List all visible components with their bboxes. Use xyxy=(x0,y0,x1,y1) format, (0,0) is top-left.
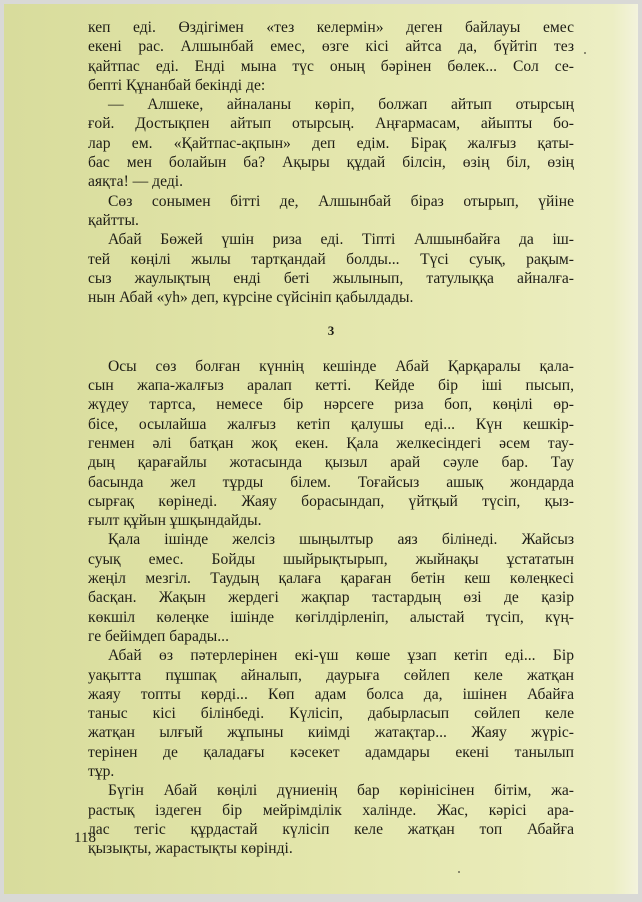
text-block-section-3 xyxy=(88,357,574,859)
text-line: жатқан ылғый жұпыны киімді жатақтар... Жаяу жүріс- xyxy=(88,724,574,742)
text-line: кеп еді. Өздігімен «тез келермін» деген байлауы емес xyxy=(88,19,574,36)
text-line: жаяу топты көрді... Көп адам болса да, ішінен Абайға xyxy=(88,685,574,703)
text-line: растық іздеген бір мейрімділік халінде. Жас, кәрісі ара- xyxy=(88,801,574,819)
paragraph xyxy=(88,95,574,191)
text-line: бас мен болайын ба? Ақыры құдай білсін, өзің біл, өзің xyxy=(88,154,574,172)
text-line: Осы сөз болған күннің кешінде Абай Қарқаралы қала- xyxy=(108,357,574,375)
text-line: ге бейімдеп барады... xyxy=(88,627,229,645)
text-line: таныс кісі білінбеді. Күлісіп, дабырласып сөйлеп келе xyxy=(88,705,574,723)
text-line: сын жапа-жалғыз аралап кетті. Кейде бір іші пысып, xyxy=(88,377,574,395)
text-line: Абай Бөжей үшін риза еді. Тіпті Алшынбайға да іш- xyxy=(108,231,574,249)
page-number: 118 xyxy=(74,830,96,846)
text-line: қайтпас еді. Енді мына түс оның бәрінен бөлек... Сол се- xyxy=(88,57,574,75)
paper-speck xyxy=(584,52,586,54)
text-line: сыз жаулықтың енді беті жылынып, татулыққа айналға- xyxy=(88,269,574,287)
paragraph xyxy=(88,781,574,858)
text-line: Қала ішінде желсіз шыңылтыр аяз білінеді. Жайсыз xyxy=(108,531,574,549)
text-line: суық емес. Бойды шыйрықтырып, жыйнақы ұстататын xyxy=(88,550,574,568)
text-line: басында жел тұрды білем. Тоғайсыз ашық жондарда xyxy=(88,473,574,491)
paragraph xyxy=(88,18,574,95)
text-line: тей көңілі жылы тартқандай болды... Түсі суық, рақым- xyxy=(88,250,574,268)
paragraph xyxy=(88,646,574,781)
text-line: уақытта пұшпақ айналып, даурыға сөйлеп келе жатқан xyxy=(88,666,574,684)
text-line: нын Абай «уһ» деп, күрсіне сүйсініп қабылдады. xyxy=(88,289,414,307)
text-line: қызықты, жарастықты көрінді. xyxy=(88,840,293,858)
text-line: Абай өз пәтерлерінен екі-үш көше ұзап кетіп еді... Бір xyxy=(108,647,574,665)
text-line: терінен де қаладағы кәсекет адамдары екені танылып xyxy=(88,743,574,761)
paragraph xyxy=(88,230,574,307)
text-line: лас тегіс құрдастай күлісіп келе жатқан топ Абайға xyxy=(88,820,574,838)
text-line: аяқта! — деді. xyxy=(88,173,183,191)
text-line: ғылт құйын ұшқындайды. xyxy=(88,512,262,530)
text-line: — Алшеке, айналаны көріп, болжап айтып отырсың xyxy=(108,96,574,114)
page-text xyxy=(88,18,574,858)
text-line: жеңіл мезгіл. Таудың қалаға қараған бетін кеш көлеңкесі xyxy=(88,570,574,588)
text-line: көкшіл көлеңке ішінде көгілдірленіп, алыстай түсіп, күң- xyxy=(88,608,574,626)
text-line: қайтты. xyxy=(88,211,139,229)
text-line: сырғақ көрінеді. Жаяу борасындап, үйтқый түсіп, қыз- xyxy=(88,492,574,510)
text-line: лар ем. «Қайтпас-ақпын» деп едім. Бірақ жалғыз қаты- xyxy=(88,134,574,152)
paragraph xyxy=(88,192,574,231)
text-line: ғой. Достықпен айтып отырсың. Аңғармасам, айыпты бо- xyxy=(88,115,574,133)
text-line: дың қарағайлы жотасында қызыл арай сәуле бар. Тау xyxy=(88,454,574,472)
text-line: Сөз сонымен бітті де, Алшынбай біраз отырып, үйіне xyxy=(108,192,574,210)
paragraph xyxy=(88,357,574,531)
text-line: Бүгін Абай көңілі дүниенің бар көрінісінен бітім, жа- xyxy=(108,782,574,800)
text-line: бісе, осылайша жалғыз кетіп қалушы еді... Күн кешкір- xyxy=(88,415,574,433)
paper-speck xyxy=(458,871,460,873)
text-line: тұр. xyxy=(88,762,115,780)
section-number: 3 xyxy=(327,323,335,339)
text-block-before-section xyxy=(88,18,574,307)
text-line: бепті Құнанбай бекінді де: xyxy=(88,76,266,94)
text-line: екені рас. Алшынбай емес, өзге кісі айтса да, бүйтіп тез xyxy=(88,38,574,56)
text-line: басқан. Жақын жердегі жақпар тастардың өзі де қазір xyxy=(88,589,574,607)
text-line: жүдеу тартса, немесе бір нәрсеге риза боп, көңілі өр- xyxy=(88,396,574,414)
text-line: генмен әлі батқан жоқ екен. Қала желкесіндегі әсем тау- xyxy=(88,434,574,452)
book-page xyxy=(4,4,638,894)
paragraph xyxy=(88,530,574,646)
